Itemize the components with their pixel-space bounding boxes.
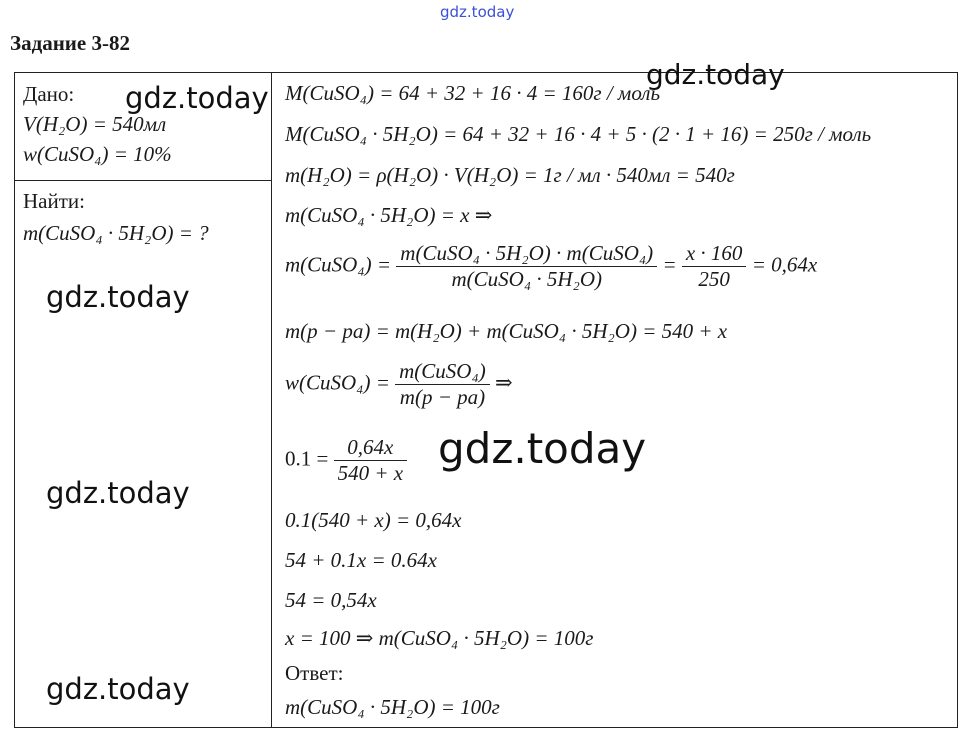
solution-line: M(CuSO₄) = 64 + 32 + 16 · 4 = 160г / моль [285, 81, 661, 105]
solution-line: m(H₂O) = ρ(H₂O) · V(H₂O) = 1г / мл · 540мл = 540г [285, 163, 735, 187]
column-divider [271, 73, 272, 727]
fraction-denominator: 540 + x [337, 461, 404, 485]
fraction-lhs: w(CuSO₄) = [285, 370, 390, 395]
fraction [395, 359, 490, 410]
watermark: gdz.today [438, 424, 647, 473]
fraction-denominator: m(CuSO₄ · 5H₂O) [451, 267, 602, 291]
answer-label: Ответ: [285, 661, 344, 685]
fraction-denominator: m(p − pa) [399, 385, 486, 409]
solution-line: x = 100 ⇒ m(CuSO₄ · 5H₂O) = 100г [285, 626, 594, 650]
watermark: gdz.today [125, 81, 269, 115]
row-divider [15, 180, 272, 181]
find-label: Найти: [23, 189, 85, 213]
solution-line: 54 = 0,54x [285, 588, 377, 612]
watermark: gdz.today [46, 672, 190, 706]
task-title: Задание 3-82 [10, 31, 130, 55]
fraction-denominator: 250 [698, 267, 730, 291]
fraction [396, 241, 657, 292]
solution-line: 54 + 0.1x = 0.64x [285, 548, 437, 572]
given-label: Дано: [23, 82, 75, 106]
implies-arrow: ⇒ [495, 370, 513, 395]
top-watermark: gdz.today [440, 3, 515, 21]
watermark: gdz.today [46, 476, 190, 510]
fraction-numerator: m(CuSO₄) [395, 359, 490, 385]
solution-fraction-line [285, 435, 407, 486]
find-section [23, 185, 209, 249]
solution-fraction-line [285, 241, 817, 292]
equals-sign: = [662, 252, 677, 277]
fraction-lhs: 0.1 = [285, 446, 329, 471]
fraction-numerator: 0,64x [334, 435, 408, 461]
fraction [334, 435, 408, 486]
fraction-numerator: m(CuSO₄ · 5H₂O) · m(CuSO₄) [396, 241, 657, 267]
given-line: V(H₂O) = 540мл [23, 112, 167, 136]
fraction-numerator: x · 160 [682, 241, 747, 267]
fraction [682, 241, 747, 292]
given-line: w(CuSO₄) = 10% [23, 142, 172, 166]
watermark: gdz.today [46, 280, 190, 314]
solution-line: M(CuSO₄ · 5H₂O) = 64 + 32 + 16 · 4 + 5 · (2 · 1 + 16) = 250г / моль [285, 122, 872, 146]
solution-fraction-line [285, 359, 513, 410]
solution-line: 0.1(540 + x) = 0,64x [285, 508, 462, 532]
fraction-lhs: m(CuSO₄) = [285, 252, 392, 277]
find-line: m(CuSO₄ · 5H₂O) = ? [23, 221, 209, 245]
solution-line: m(p − pa) = m(H₂O) + m(CuSO₄ · 5H₂O) = 540 + x [285, 319, 728, 343]
solution-line: m(CuSO₄ · 5H₂O) = x ⇒ [285, 203, 493, 227]
solution-table [14, 72, 958, 728]
answer-line: m(CuSO₄ · 5H₂O) = 100г [285, 695, 500, 719]
watermark: gdz.today [646, 58, 785, 91]
fraction-rhs: = 0,64x [751, 252, 818, 277]
